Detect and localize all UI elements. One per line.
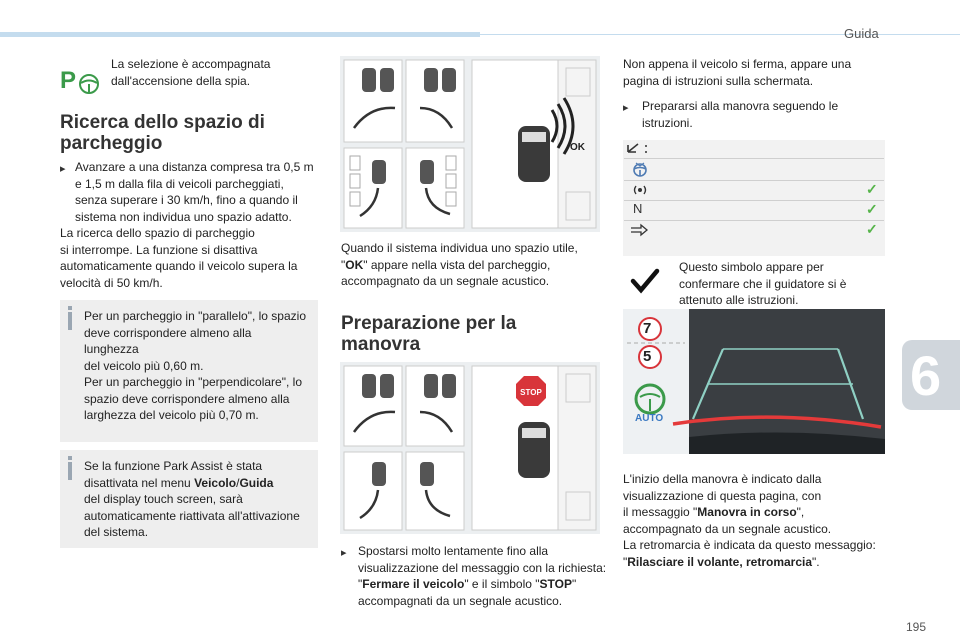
camera-guidelines (623, 309, 885, 454)
info-icon (68, 312, 72, 330)
check-icon: ✓ (866, 221, 878, 237)
row-divider (624, 158, 884, 159)
info-icon (68, 462, 72, 480)
sound-icon (631, 182, 649, 198)
section-title: Guida (844, 26, 879, 41)
header-line (480, 34, 960, 35)
row-divider (624, 200, 884, 201)
parking-view-stop-figure (340, 362, 600, 534)
park-assist-lamp-icon (60, 64, 100, 96)
ok-paragraph: Quando il sistema individua uno spazio utile, "OK" appare nella vista del parcheggio, accompagnato da un segnale acustico. (341, 241, 578, 288)
note-space-size: Per un parcheggio in "parallelo", lo spazio deve corrispondere almeno alla lunghezza del veicolo più 0,60 m. Per un parcheggio in "perpendicolare", lo spazio deve corrispondere almeno alla larghezza del veicolo più 0,70 m. (60, 300, 318, 442)
steering-icon (631, 161, 649, 177)
parking-diagram-stop (340, 362, 600, 534)
header-bar (0, 32, 480, 37)
maneuver-start-text: L'inizio della manovra è indicato dalla visualizzazione di questa pagina, con il messaggio "Manovra in corso", accompagnato da un segnale acustico. La retromarcia è indicata da questo messaggio: "Rilasciare il volante, retromarcia". (623, 472, 876, 569)
chapter-tab (902, 340, 960, 410)
parking-diagram (340, 56, 600, 232)
chapter-number: 6 (910, 344, 942, 407)
row-divider (624, 180, 884, 181)
intro-text: La selezione è accompagnata dall'accensione della spia. (111, 57, 271, 88)
bullet-icon: ▸ (60, 163, 66, 175)
bullet-icon: ▸ (341, 547, 347, 559)
parking-view-ok-figure (340, 56, 600, 232)
auto-mode-label: AUTO (635, 413, 664, 424)
back-arrow-icon (626, 142, 656, 156)
neutral-gear-label: N (633, 201, 643, 216)
svg-text:P: P (60, 67, 77, 94)
check-icon: ✓ (866, 201, 878, 217)
heading-parking-search: Ricerca dello spazio di parcheggio (60, 112, 265, 154)
bullet-advance: Avanzare a una distanza compresa tra 0,5 m e 1,5 m dalla fila di veicoli parcheggiati, senza superare i 30 km/h, fino a quando il sistema non individua uno spazio adatto. (75, 160, 314, 224)
rear-camera-view (623, 309, 885, 454)
bullet-prepare: Prepararsi alla manovra seguendo le istruzioni. (642, 99, 839, 130)
heading-maneuver-prep: Preparazione per la manovra (341, 313, 517, 355)
stop-instructions-text: Non appena il veicolo si ferma, appare una pagina di istruzioni sulla schermata. (623, 57, 852, 88)
distance-top-label: 7 (643, 320, 652, 337)
note-reactivation: Se la funzione Park Assist è stata disattivata nel menu Veicolo/Guida del display touch screen, sarà automaticamente riattivata all'attivazione del sistema. (60, 450, 318, 548)
page-number: 195 (906, 620, 927, 634)
confirm-check-icon (630, 268, 660, 294)
search-stop-text: La ricerca dello spazio di parcheggio si interrompe. La funzione si disattiva automaticamente quando il veicolo supera la velocità di 50 km/h. (60, 226, 298, 290)
row-divider (624, 220, 884, 221)
bullet-slow-down: Spostarsi molto lentamente fino alla visualizzazione del messaggio con la richiesta: "Fermare il veicolo" e il simbolo "STOP" accompagnati da un segnale acustico. (358, 544, 607, 608)
distance-bottom-label: 5 (643, 348, 652, 365)
hands-off-icon (629, 222, 651, 238)
bullet-icon: ▸ (623, 102, 629, 114)
check-note-text: Questo simbolo appare per confermare che il guidatore si è attenuto alle istruzioni. (679, 260, 847, 307)
ok-label: OK (570, 142, 585, 153)
check-icon: ✓ (866, 181, 878, 197)
stop-label: STOP (520, 388, 542, 397)
